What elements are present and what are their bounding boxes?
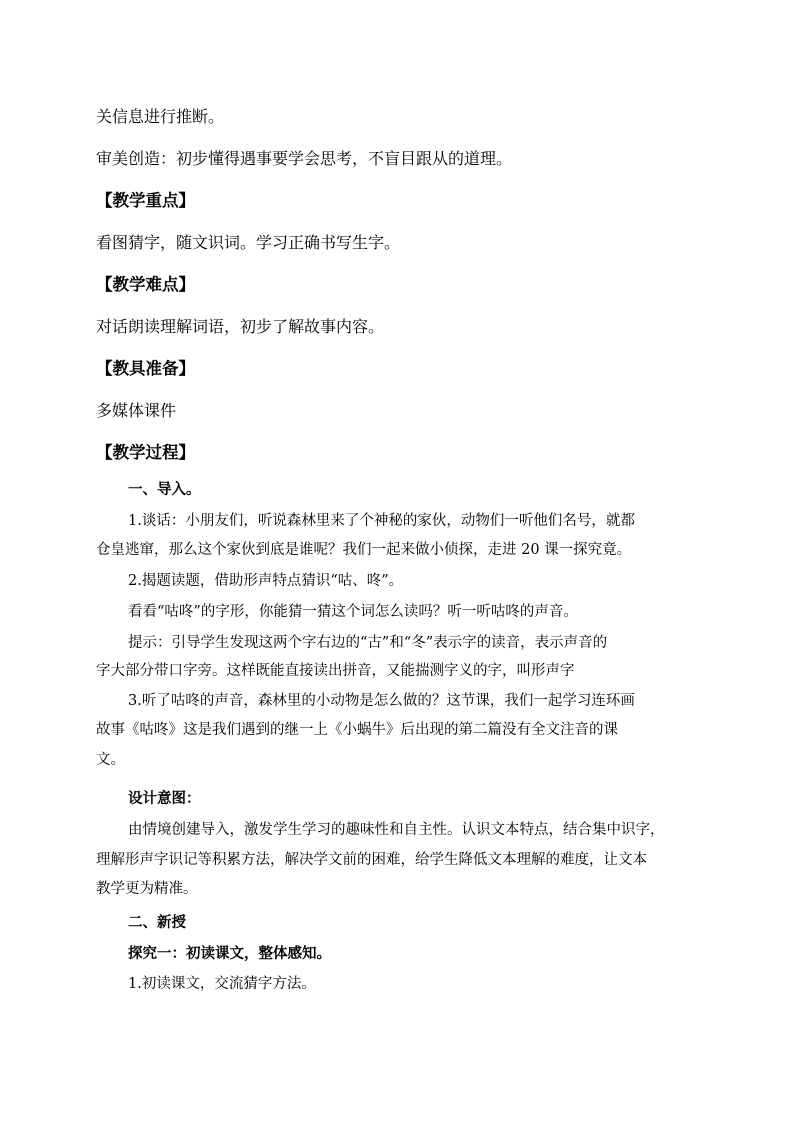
section-heading: 【教学重点】 — [96, 191, 195, 210]
paragraph-line: 3.听了咕咚的声音，森林里的小动物是怎么做的？这节课，我们一起学习连环画 — [128, 693, 635, 709]
text-line: 看图猜字，随文识词。学习正确书写生字。 — [96, 233, 401, 252]
paragraph-line: 理解形声字识记等积累方法，解决学文前的困难，给学生降低文本理解的难度，让文本 — [96, 852, 647, 868]
paragraph-line: 故事《咕咚》这是我们遇到的继一上《小蜗牛》后出现的第二篇没有全文注音的课 — [96, 722, 618, 738]
paragraph-line: 教学更为精准。 — [96, 881, 198, 897]
section-heading: 【教学难点】 — [96, 275, 195, 294]
paragraph-line: 2.揭题读题，借助形声特点猜识“咕、咚”。 — [128, 573, 404, 589]
design-intent-heading: 设计意图： — [128, 790, 201, 807]
paragraph-line: 由情境创建导入，激发学生学习的趣味性和自主性。认识文本特点，结合集中识字， — [128, 822, 665, 838]
text-line: 审美创造：初步懂得遇事要学会思考，不盲目跟从的道理。 — [96, 149, 513, 168]
paragraph-line: 1.谈话：小朋友们，听说森林里来了个神秘的家伙，动物们一听他们名号，就都 — [128, 513, 635, 529]
subsection-heading: 一、导入。 — [128, 481, 201, 498]
paragraph-line: 字大部分带口字旁。这样既能直接读出拼音，又能揣测字义的字，叫形声字 — [96, 663, 575, 679]
text-line: 多媒体课件 — [96, 401, 177, 420]
paragraph-line: 仓皇逃窜，那么这个家伙到底是谁呢？我们一起来做小侦探，走进 20 课一探究竟。 — [96, 542, 632, 558]
section-heading: 【教学过程】 — [96, 443, 195, 462]
paragraph-line: 1.初读课文，交流猜字方法。 — [128, 976, 316, 992]
paragraph-line: 文。 — [96, 752, 125, 768]
text-line: 对话朗读理解词语，初步了解故事内容。 — [96, 317, 385, 336]
paragraph-line: 看看“咕咚”的字形，你能猜一猜这个词怎么读吗？听一听咕咚的声音。 — [128, 604, 578, 620]
text-line: 关信息进行推断。 — [96, 107, 225, 126]
subsection-heading: 探究一：初读课文，整体感知。 — [128, 945, 331, 962]
section-heading: 【教具准备】 — [96, 359, 195, 378]
paragraph-line: 提示：引导学生发现这两个字右边的“古”和“冬”表示字的读音，表示声音的 — [128, 635, 608, 651]
subsection-heading: 二、新授 — [128, 914, 186, 931]
